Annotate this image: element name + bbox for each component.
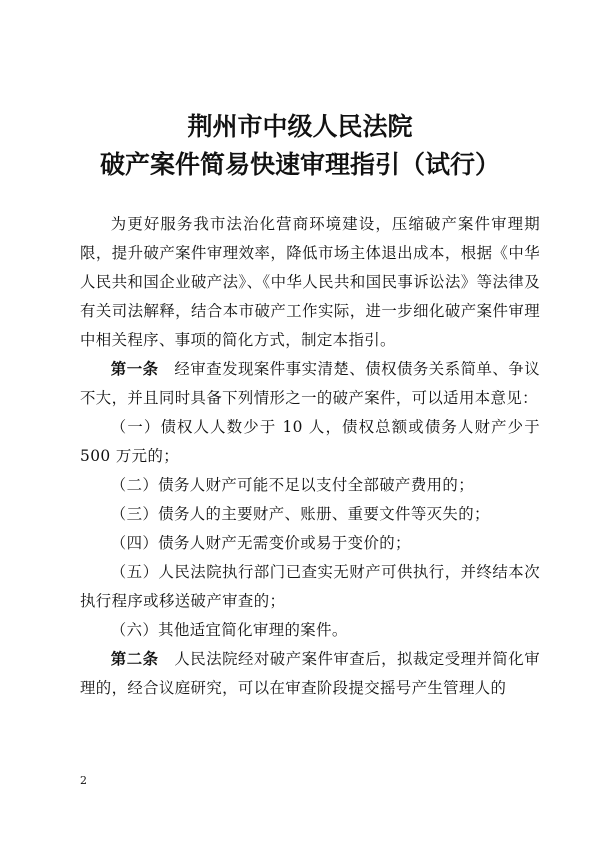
list-item-6: （六）其他适宜简化审理的案件。 xyxy=(110,621,348,639)
article-1-heading: 第一条 xyxy=(110,360,159,378)
list-item-5: （五）人民法院执行部门已查实无财产可供执行，并终结本次执行程序或移送破产审查的； xyxy=(80,563,540,610)
article-1-paragraph xyxy=(80,355,540,413)
list-item-2: （二）债务人财产可能不足以支付全部破产费用的； xyxy=(110,476,474,494)
list-item-1: （一）债权人人数少于 10 人，债权总额或债务人财产少于 500 万元的； xyxy=(80,418,540,465)
preamble-paragraph: 为更好服务我市法治化营商环境建设，压缩破产案件审理期限，提升破产案件审理效率，降低市场主体退出成本，根据《中华人民共和国企业破产法》、《中华人民共和国民事诉讼法》等法律及有关司法解释，结合本市破产工作实际，进一步细化破产案件审理中相关程序、事项的简化方式，制定本指引。 xyxy=(80,215,540,349)
document-title-court: 荆州市中级人民法院 xyxy=(187,112,413,141)
article-2-heading: 第二条 xyxy=(110,650,159,668)
document-title-guideline: 破产案件简易快速审理指引（试行） xyxy=(99,150,500,179)
article-2-paragraph xyxy=(80,645,540,703)
document-body xyxy=(80,210,540,703)
list-item-3: （三）债务人的主要财产、账册、重要文件等灭失的； xyxy=(110,505,490,523)
list-item-4: （四）债务人财产无需变价或易于变价的； xyxy=(110,534,411,552)
page-number: 2 xyxy=(80,774,87,787)
article-2-text: 人民法院经对破产案件审查后，拟裁定受理并简化审理的，经合议庭研究，可以在审查阶段提交摇号产生管理人的 xyxy=(80,650,540,697)
article-1-text: 经审查发现案件事实清楚、债权债务关系简单、争议不大，并且同时具备下列情形之一的破产案件，可以适用本意见： xyxy=(80,360,540,407)
